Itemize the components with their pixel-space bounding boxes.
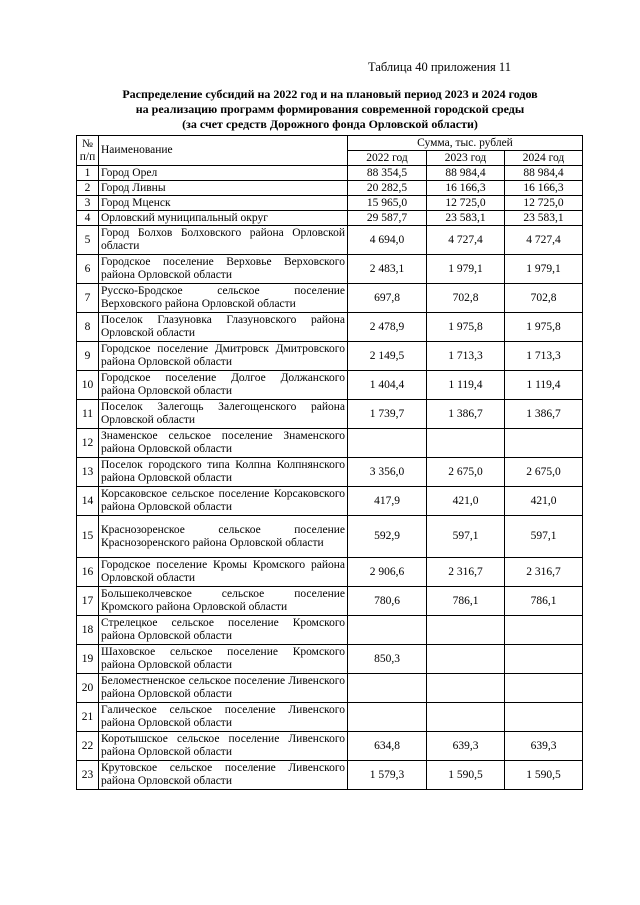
table-row	[77, 313, 583, 342]
row-number: 7	[77, 284, 99, 313]
row-value-2022	[348, 674, 427, 703]
row-value-2023: 2 675,0	[427, 458, 505, 487]
row-value-2024: 1 975,8	[505, 313, 583, 342]
header-2022: 2022 год	[348, 151, 427, 166]
row-value-2022: 88 354,5	[348, 166, 427, 181]
row-name: Городское поселение Долгое Должанского района Орловской области	[99, 371, 348, 400]
subsidy-table	[76, 135, 583, 790]
row-name: Поселок городского типа Колпна Колпнянского района Орловской области	[99, 458, 348, 487]
row-value-2022: 1 579,3	[348, 761, 427, 790]
row-value-2022: 15 965,0	[348, 196, 427, 211]
row-value-2023: 88 984,4	[427, 166, 505, 181]
title-line-3: (за счет средств Дорожного фонда Орловской области)	[182, 117, 478, 131]
row-number: 6	[77, 255, 99, 284]
row-number: 17	[77, 587, 99, 616]
row-name: Орловский муниципальный округ	[99, 211, 348, 226]
row-value-2024: 702,8	[505, 284, 583, 313]
header-2024: 2024 год	[505, 151, 583, 166]
row-name: Беломестненское сельское поселение Ливенского района Орловской области	[99, 674, 348, 703]
row-value-2022: 2 906,6	[348, 558, 427, 587]
row-number: 10	[77, 371, 99, 400]
row-value-2024: 12 725,0	[505, 196, 583, 211]
row-name: Краснозоренское сельское поселение Краснозоренского района Орловской области	[99, 516, 348, 558]
row-name: Поселок Глазуновка Глазуновского района Орловской области	[99, 313, 348, 342]
row-name: Большеколчевское сельское поселение Кромского района Орловской области	[99, 587, 348, 616]
header-2023: 2023 год	[427, 151, 505, 166]
row-value-2023: 421,0	[427, 487, 505, 516]
row-value-2024: 1 590,5	[505, 761, 583, 790]
row-name: Город Мценск	[99, 196, 348, 211]
table-row	[77, 558, 583, 587]
row-number: 11	[77, 400, 99, 429]
row-value-2024: 421,0	[505, 487, 583, 516]
row-value-2024	[505, 645, 583, 674]
row-value-2023: 1 119,4	[427, 371, 505, 400]
table-row	[77, 616, 583, 645]
row-value-2022: 850,3	[348, 645, 427, 674]
row-value-2024	[505, 674, 583, 703]
row-value-2022: 2 149,5	[348, 342, 427, 371]
row-value-2024: 16 166,3	[505, 181, 583, 196]
row-value-2022: 697,8	[348, 284, 427, 313]
row-value-2023: 597,1	[427, 516, 505, 558]
row-name: Город Болхов Болховского района Орловской области	[99, 226, 348, 255]
row-name: Коротышское сельское поселение Ливенского района Орловской области	[99, 732, 348, 761]
row-value-2022: 4 694,0	[348, 226, 427, 255]
title-line-2: на реализацию программ формирования современной городской среды	[135, 102, 525, 116]
row-value-2024: 597,1	[505, 516, 583, 558]
row-value-2022: 417,9	[348, 487, 427, 516]
row-value-2024	[505, 429, 583, 458]
row-number: 4	[77, 211, 99, 226]
row-number: 1	[77, 166, 99, 181]
row-number: 8	[77, 313, 99, 342]
row-name: Крутовское сельское поселение Ливенского района Орловской области	[99, 761, 348, 790]
row-value-2024	[505, 616, 583, 645]
header-num: № п/п	[77, 136, 99, 166]
row-number: 15	[77, 516, 99, 558]
table-row	[77, 458, 583, 487]
row-value-2022: 1 404,4	[348, 371, 427, 400]
row-value-2024: 1 979,1	[505, 255, 583, 284]
table-reference: Таблица 40 приложения 11	[368, 60, 511, 74]
row-value-2024: 23 583,1	[505, 211, 583, 226]
row-value-2024: 2 316,7	[505, 558, 583, 587]
row-number: 23	[77, 761, 99, 790]
row-name: Городское поселение Верховье Верховского района Орловской области	[99, 255, 348, 284]
row-name: Стрелецкое сельское поселение Кромского района Орловской области	[99, 616, 348, 645]
row-value-2022	[348, 429, 427, 458]
row-value-2023: 702,8	[427, 284, 505, 313]
row-value-2023: 23 583,1	[427, 211, 505, 226]
row-value-2023	[427, 616, 505, 645]
row-number: 13	[77, 458, 99, 487]
row-number: 22	[77, 732, 99, 761]
table-row	[77, 284, 583, 313]
table-row	[77, 181, 583, 196]
header-name: Наименование	[99, 136, 348, 166]
row-value-2023	[427, 703, 505, 732]
row-value-2024: 4 727,4	[505, 226, 583, 255]
row-number: 5	[77, 226, 99, 255]
table-row	[77, 342, 583, 371]
row-name: Русско-Бродское сельское поселение Верховского района Орловской области	[99, 284, 348, 313]
table-row	[77, 400, 583, 429]
table-body	[77, 166, 583, 790]
row-value-2022: 2 483,1	[348, 255, 427, 284]
row-value-2024	[505, 703, 583, 732]
table-row	[77, 211, 583, 226]
row-value-2023: 639,3	[427, 732, 505, 761]
table-row	[77, 703, 583, 732]
row-value-2023	[427, 645, 505, 674]
table-row	[77, 196, 583, 211]
row-value-2023: 2 316,7	[427, 558, 505, 587]
row-value-2022: 29 587,7	[348, 211, 427, 226]
table-row	[77, 732, 583, 761]
row-value-2022: 634,8	[348, 732, 427, 761]
row-name: Корсаковское сельское поселение Корсаковского района Орловской области	[99, 487, 348, 516]
document-title	[70, 87, 590, 132]
row-name: Город Ливны	[99, 181, 348, 196]
row-value-2023: 1 713,3	[427, 342, 505, 371]
row-value-2023: 1 386,7	[427, 400, 505, 429]
row-value-2023	[427, 674, 505, 703]
row-number: 19	[77, 645, 99, 674]
table-row	[77, 429, 583, 458]
table-row	[77, 674, 583, 703]
row-name: Городское поселение Кромы Кромского района Орловской области	[99, 558, 348, 587]
row-value-2022: 592,9	[348, 516, 427, 558]
row-number: 14	[77, 487, 99, 516]
row-value-2022: 1 739,7	[348, 400, 427, 429]
row-value-2022: 2 478,9	[348, 313, 427, 342]
row-name: Город Орел	[99, 166, 348, 181]
row-value-2024: 88 984,4	[505, 166, 583, 181]
row-value-2024: 639,3	[505, 732, 583, 761]
table-row	[77, 255, 583, 284]
row-value-2023: 16 166,3	[427, 181, 505, 196]
row-name: Галическое сельское поселение Ливенского района Орловской области	[99, 703, 348, 732]
row-number: 3	[77, 196, 99, 211]
row-value-2023	[427, 429, 505, 458]
row-value-2022	[348, 616, 427, 645]
row-value-2024: 1 386,7	[505, 400, 583, 429]
row-value-2022	[348, 703, 427, 732]
header-sum: Сумма, тыс. рублей	[348, 136, 583, 151]
table-row	[77, 587, 583, 616]
row-value-2024: 1 713,3	[505, 342, 583, 371]
row-number: 12	[77, 429, 99, 458]
row-value-2023: 4 727,4	[427, 226, 505, 255]
row-name: Знаменское сельское поселение Знаменского района Орловской области	[99, 429, 348, 458]
row-value-2023: 12 725,0	[427, 196, 505, 211]
row-number: 9	[77, 342, 99, 371]
row-number: 18	[77, 616, 99, 645]
row-number: 16	[77, 558, 99, 587]
table-row	[77, 226, 583, 255]
row-value-2022: 20 282,5	[348, 181, 427, 196]
row-value-2023: 786,1	[427, 587, 505, 616]
title-line-1: Распределение субсидий на 2022 год и на плановый период 2023 и 2024 годов	[122, 87, 538, 101]
row-number: 21	[77, 703, 99, 732]
table-row	[77, 371, 583, 400]
row-value-2022: 3 356,0	[348, 458, 427, 487]
row-name: Шаховское сельское поселение Кромского района Орловской области	[99, 645, 348, 674]
table-row	[77, 516, 583, 558]
row-name: Городское поселение Дмитровск Дмитровского района Орловской области	[99, 342, 348, 371]
row-name: Поселок Залегощь Залегощенского района Орловской области	[99, 400, 348, 429]
table-row	[77, 487, 583, 516]
row-value-2023: 1 590,5	[427, 761, 505, 790]
row-value-2024: 786,1	[505, 587, 583, 616]
table-row	[77, 166, 583, 181]
row-value-2024: 1 119,4	[505, 371, 583, 400]
row-value-2024: 2 675,0	[505, 458, 583, 487]
table-row	[77, 761, 583, 790]
row-value-2022: 780,6	[348, 587, 427, 616]
row-value-2023: 1 975,8	[427, 313, 505, 342]
row-number: 20	[77, 674, 99, 703]
row-number: 2	[77, 181, 99, 196]
table-row	[77, 645, 583, 674]
row-value-2023: 1 979,1	[427, 255, 505, 284]
